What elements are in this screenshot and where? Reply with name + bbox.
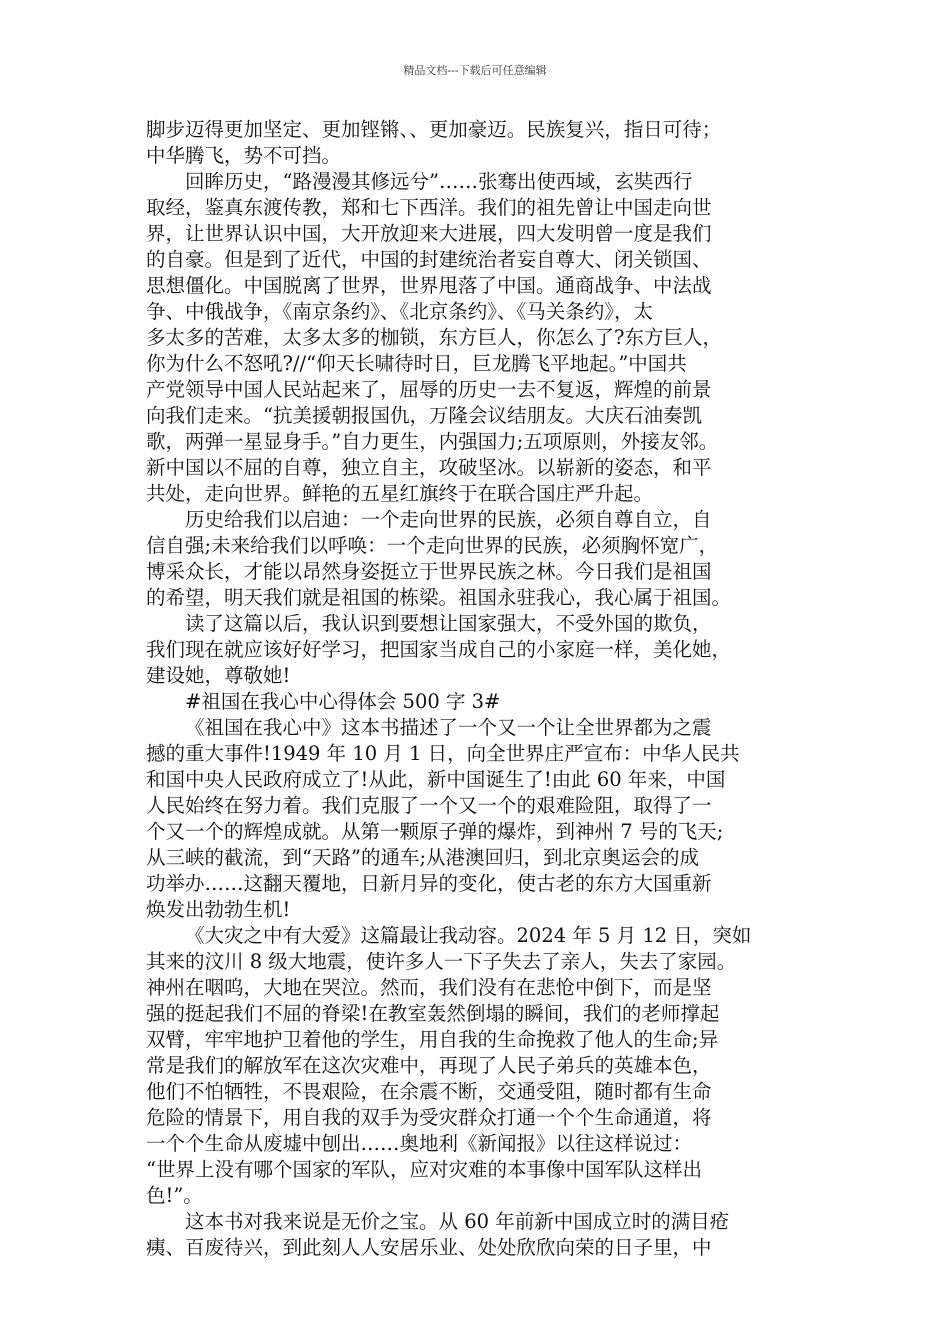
text-line: 《祖国在我心中》这本书描述了一个又一个让全世界都为之震 [185,716,712,739]
text-line: 向我们走来。“抗美援朝报国仇，万隆会议结朋友。大庆石油奏凯 [146,404,702,427]
text-line: 你为什么不怒吼?//“仰天长啸待时日，巨龙腾飞平地起。”中国共 [146,352,687,375]
text-line: 界，让世界认识中国，大开放迎来大进展，四大发明曾一度是我们 [146,222,712,245]
text-line: 危险的情景下，用自我的双手为受灾群众打通一个个生命通道，将 [146,1106,712,1129]
text-line: 中华腾飞，势不可挡。 [146,144,342,167]
text-line: 个又一个的辉煌成就。从第一颗原子弹的爆炸，到神州 7 号的飞天; [146,820,724,843]
text-line: 一个个生命从废墟中刨出……奥地利《新闻报》以往这样说过： [146,1132,693,1155]
text-line: 读了这篇以后，我认识到要想让国家强大，不受外国的欺负， [185,612,712,635]
text-line: 歌，两弹一星显身手。”自力更生，内强国力;五项原则，外接友邻。 [146,430,719,453]
text-line: 《大灾之中有大爱》这篇最让我动容。2024 年 5 月 12 日，突如 [185,924,752,947]
text-line: 共处，走向世界。鲜艳的五星红旗终于在联合国庄严升起。 [146,482,654,505]
text-line: 其来的汶川 8 级大地震，使许多人一下子失去了亲人，失去了家园。 [146,950,737,973]
text-line: 人民始终在努力着。我们克服了一个又一个的艰难险阻，取得了一 [146,794,712,817]
page-header: 精品文档---下载后可任意编辑 [403,64,547,77]
text-line: 和国中央人民政府成立了!从此，新中国诞生了!由此 60 年来，中国 [146,768,726,791]
document-body [146,117,826,1261]
text-line: 功举办……这翻天覆地，日新月异的变化，使古老的东方大国重新 [146,872,712,895]
text-line: 博采众长，才能以昂然身姿挺立于世界民族之林。今日我们是祖国 [146,560,712,583]
text-line: 多太多的苦难，太多太多的枷锁，东方巨人，你怎么了?东方巨人， [146,326,722,349]
text-line: 思想僵化。中国脱离了世界，世界甩落了中国。通商战争、中法战 [146,274,712,297]
text-line: 的自豪。但是到了近代，中国的封建统治者妄自尊大、闭关锁国、 [146,248,712,271]
text-line: 这本书对我来说是无价之宝。从 60 年前新中国成立时的满目疮 [185,1210,730,1233]
text-line: 历史给我们以启迪：一个走向世界的民族，必须自尊自立，自 [185,508,712,531]
text-line: 脚步迈得更加坚定、更加铿锵、、更加豪迈。民族复兴，指日可待； [146,118,722,141]
text-line: 强的挺起我们不屈的脊梁!在教室轰然倒塌的瞬间，我们的老师撑起 [146,1002,720,1025]
text-line: 神州在咽呜，大地在哭泣。然而，我们没有在悲怆中倒下，而是坚 [146,976,712,999]
text-line: 焕发出勃勃生机! [146,898,291,921]
text-line: “世界上没有哪个国家的军队，应对灾难的本事像中国军队这样出 [146,1158,702,1181]
text-line: 新中国以不屈的自尊，独立自主，攻破坚冰。以崭新的姿态，和平 [146,456,712,479]
text-line: 撼的重大事件!1949 年 10 月 1 日，向全世界庄严宣布：中华人民共 [146,742,740,765]
text-line: 色!”。 [146,1184,203,1207]
text-line: 回眸历史，“路漫漫其修远兮”……张骞出使西域，玄奘西行 [185,170,693,193]
text-line: 从三峡的截流，到“天路”的通车;从港澳回归，到北京奥运会的成 [146,846,700,869]
text-line: 他们不怕牺牲，不畏艰险，在余震不断，交通受阻，随时都有生命 [146,1080,712,1103]
text-line: 的希望，明天我们就是祖国的栋梁。祖国永驻我心，我心属于祖国。 [146,586,732,609]
text-line: 建设她，尊敬她! [146,664,291,687]
text-line: 产党领导中国人民站起来了，屈辱的历史一去不复返，辉煌的前景 [146,378,712,401]
text-line: 争、中俄战争，《南京条约》、《北京条约》、《马关条约》，太 [146,300,654,323]
text-line: 信自强;未来给我们以呼唤：一个走向世界的民族，必须胸怀宽广， [146,534,719,557]
text-line: 我们现在就应该好好学习，把国家当成自己的小家庭一样，美化她， [146,638,732,661]
text-line: 常是我们的解放军在这次灾难中，再现了人民子弟兵的英雄本色， [146,1054,712,1077]
text-line: #祖国在我心中心得体会 500 字 3# [185,690,501,713]
text-line: 双臂，牢牢地护卫着他的学生，用自我的生命挽救了他人的生命;异 [146,1028,719,1051]
text-line: 痍、百废待兴，到此刻人人安居乐业、处处欣欣向荣的日子里，中 [146,1236,712,1259]
text-line: 取经，鉴真东渡传教，郑和七下西洋。我们的祖先曾让中国走向世 [146,196,712,219]
